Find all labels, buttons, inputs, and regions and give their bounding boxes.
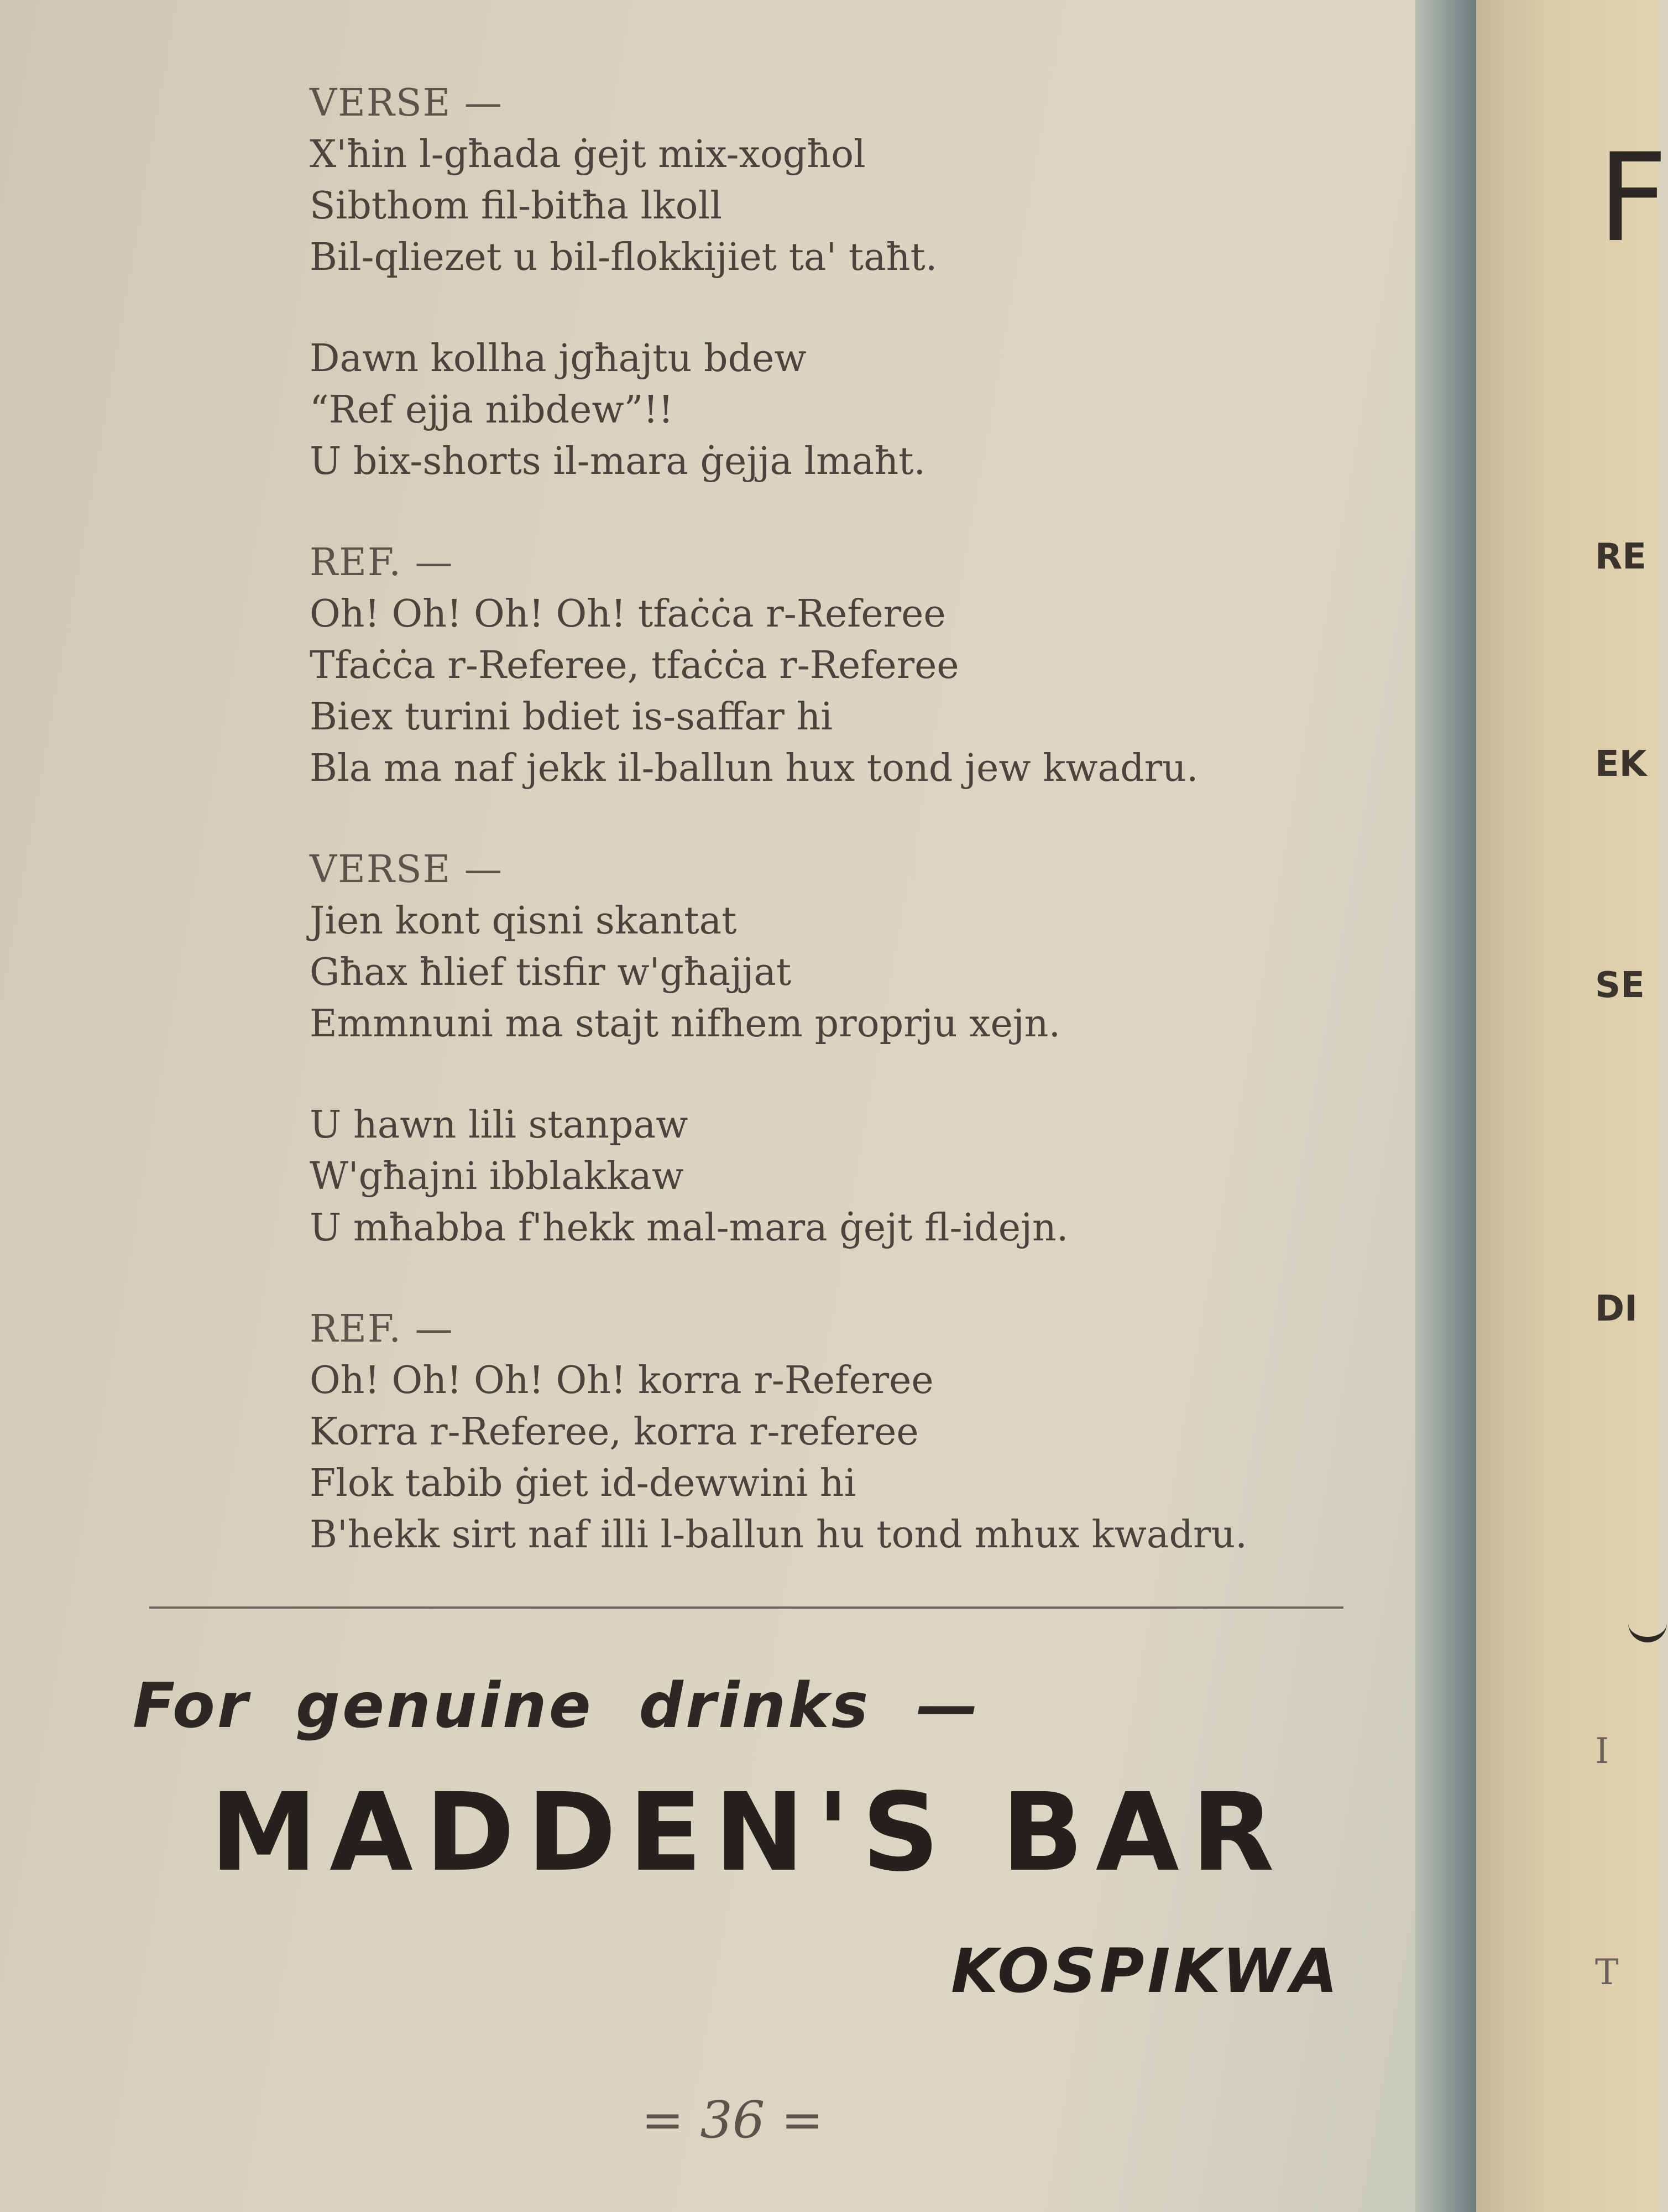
ad-town: KOSPIKWA — [951, 1936, 1341, 2006]
book-gutter — [1415, 0, 1476, 2212]
lyric-line: Sibthom fil-bitħa lkoll — [310, 184, 723, 228]
section-heading: VERSE — — [310, 848, 503, 891]
stanza — [310, 333, 1393, 487]
right-page-small-text: I — [1595, 1731, 1609, 1772]
lyric-line: Jien kont qisni skantat — [310, 899, 737, 943]
stanza — [310, 895, 1393, 1050]
lyric-line: Oh! Oh! Oh! Oh! korra r-Referee — [310, 1359, 934, 1402]
right-page-ornament-icon — [1628, 1615, 1667, 1642]
page-number: = 36 = — [641, 2090, 824, 2150]
ad-business-name: MADDEN'S BAR — [210, 1770, 1287, 1895]
lyric-line: “Ref ejja nibdew”!! — [310, 388, 674, 432]
lyric-line: Bil-qliezet u bil-flokkijiet ta' taħt. — [310, 236, 938, 279]
lyric-line: Emmnuni ma stajt nifhem proprju xejn. — [310, 1002, 1061, 1046]
section-divider — [149, 1606, 1343, 1609]
lyric-line: U bix-shorts il-mara ġejja lmaħt. — [310, 440, 926, 483]
lyric-line: Tfaċċa r-Referee, tfaċċa r-Referee — [310, 644, 959, 687]
lyric-line: Biex turini bdiet is-saffar hi — [310, 695, 833, 739]
stanza — [310, 1355, 1393, 1561]
right-page-large-letter: F — [1598, 127, 1668, 269]
right-page-item: SE — [1595, 965, 1645, 1006]
lyric-line: U mħabba f'hekk mal-mara ġejt fl-idejn. — [310, 1206, 1069, 1250]
stanza — [310, 129, 1393, 283]
lyric-line: W'għajni ibblakkaw — [310, 1155, 684, 1198]
ad-tagline: For genuine drinks — — [133, 1670, 981, 1742]
right-page-item: EK — [1595, 744, 1647, 785]
stanza — [310, 588, 1393, 794]
lyric-line: Korra r-Referee, korra r-referee — [310, 1410, 919, 1454]
section-heading: VERSE — — [310, 81, 503, 125]
section-heading: REF. — — [310, 1307, 454, 1351]
lyric-line: Oh! Oh! Oh! Oh! tfaċċa r-Referee — [310, 592, 946, 636]
song-lyrics — [310, 77, 1393, 1610]
lyric-line: X'ħin l-għada ġejt mix-xogħol — [310, 133, 866, 176]
lyric-line: Dawn kollha jgħajtu bdew — [310, 337, 807, 380]
right-page-small-text: T — [1595, 1952, 1619, 1993]
lyric-line: Bla ma naf jekk il-ballun hux tond jew kwadru. — [310, 747, 1199, 790]
lyric-line: Flok tabib ġiet id-dewwini hi — [310, 1462, 856, 1505]
section-heading: REF. — — [310, 541, 454, 585]
lyric-line: Għax ħlief tisfir w'għajjat — [310, 951, 792, 994]
right-page-item: DI — [1595, 1288, 1638, 1329]
right-page-item: RE — [1595, 536, 1646, 577]
right-page — [1476, 0, 1668, 2212]
stanza — [310, 1099, 1393, 1254]
lyric-line: B'hekk sirt naf illi l-ballun hu tond mhux kwadru. — [310, 1513, 1247, 1557]
lyric-line: U hawn lili stanpaw — [310, 1103, 688, 1147]
